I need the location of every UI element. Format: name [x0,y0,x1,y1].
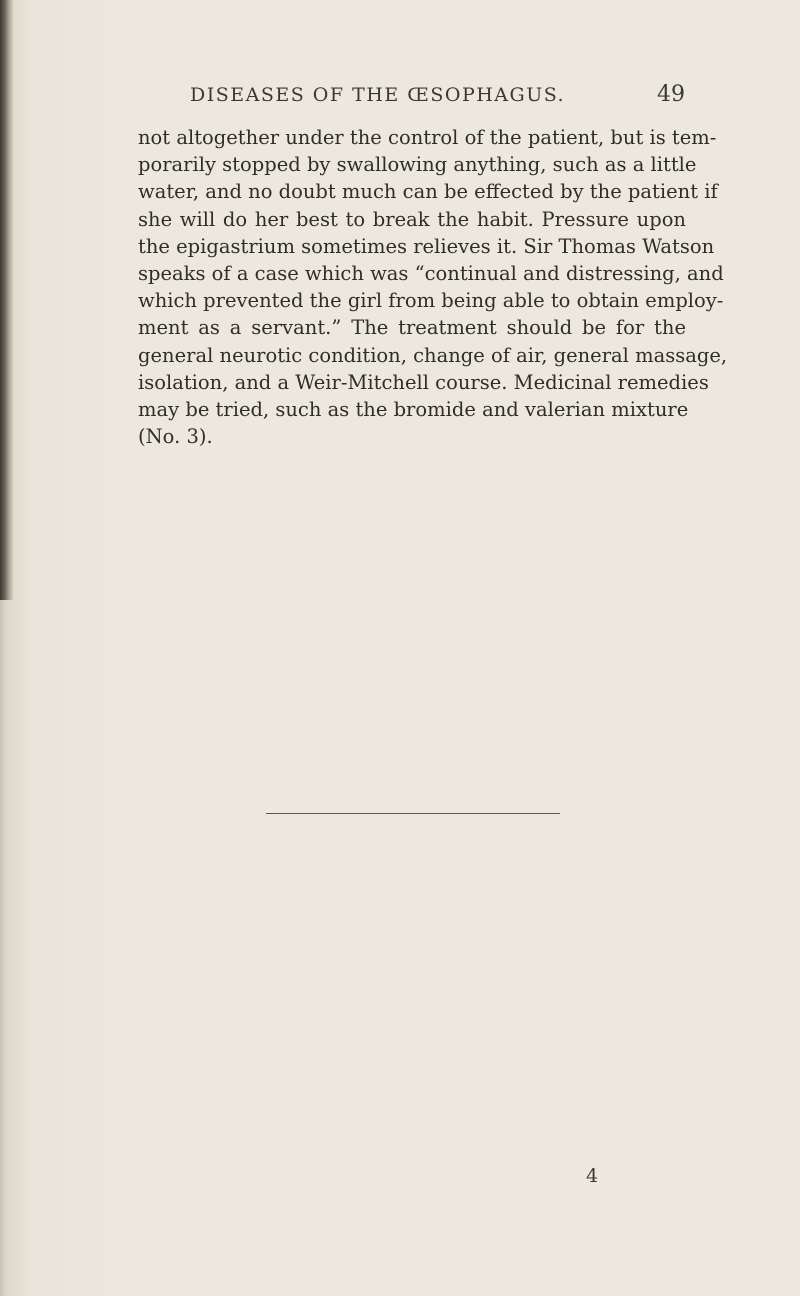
text-line: speaks of a case which was “continual and distressing, and [138,261,724,285]
running-title: DISEASES OF THE ŒSOPHAGUS. [190,84,566,106]
text-line: not altogether under the control of the patient, but is tem- [138,126,717,149]
text-line: ment as a servant.” The treatment should be for the [138,316,686,340]
text-line: which prevented the girl from being able to obtain employ- [138,289,724,313]
body-paragraph [138,124,728,450]
section-rule [266,813,560,814]
signature-mark: 4 [586,1165,599,1187]
running-head [150,82,685,112]
text-line: porarily stopped by swallowing anything, such as a little [138,153,697,177]
text-line: (No. 3). [138,425,213,449]
binding-edge [0,0,14,600]
text-line: may be tried, such as the bromide and valerian mixture [138,397,689,421]
page-number: 49 [657,82,685,107]
text-line: general neurotic condition, change of air, general massage, [138,343,728,367]
text-line: she will do her best to break the habit. Pressure upon [138,207,686,231]
binding-shadow [0,600,6,1296]
text-line: isolation, and a Weir-Mitchell course. Medicinal remedies [138,370,709,394]
text-line: water, and no doubt much can be effected by the patient if [138,180,718,204]
text-line: the epigastrium sometimes relieves it. Sir Thomas Watson [138,234,715,258]
